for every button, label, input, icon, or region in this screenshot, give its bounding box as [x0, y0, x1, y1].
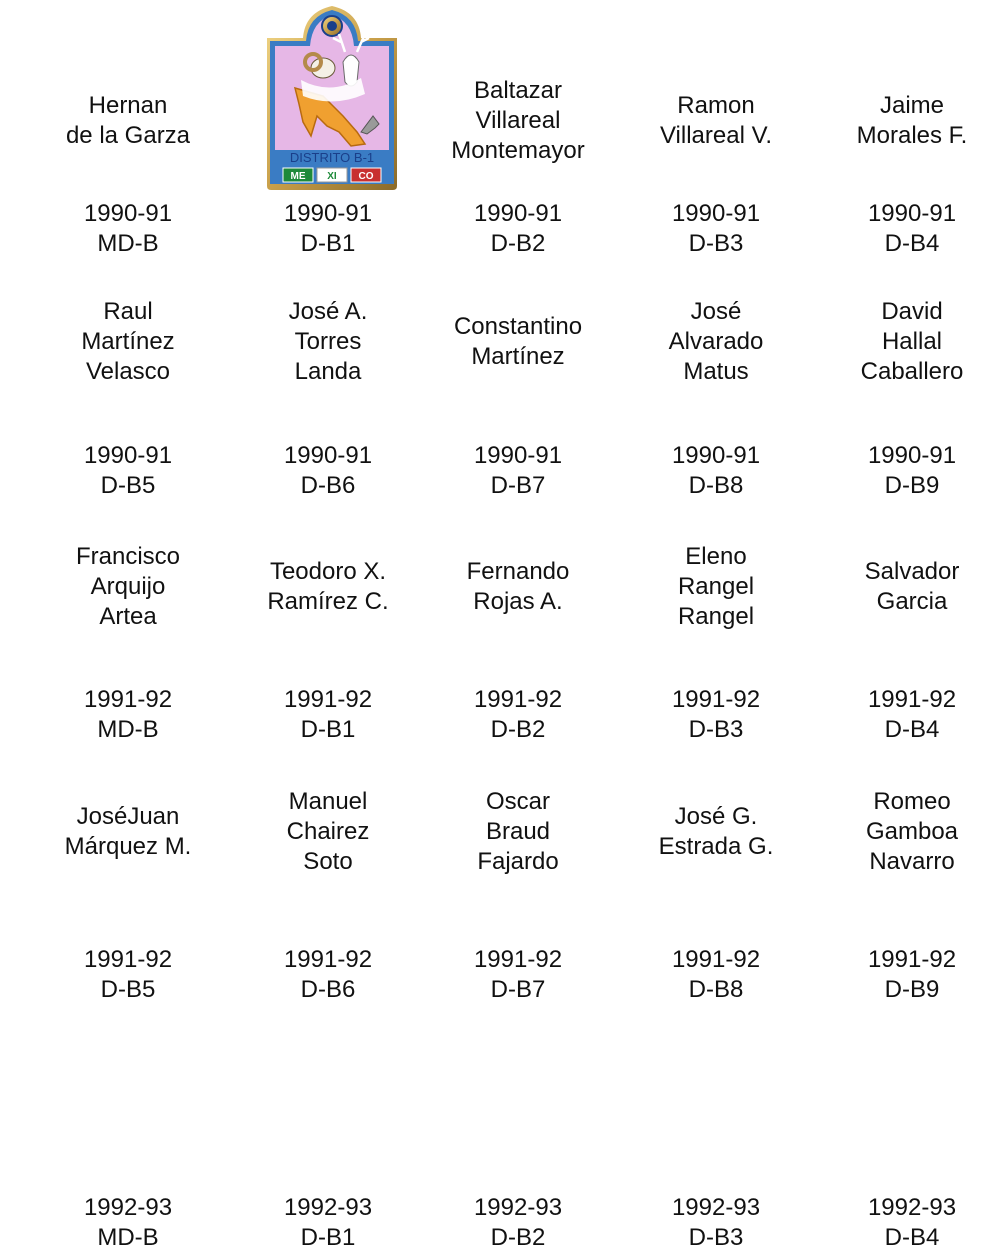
governor-name-line: Villareal V.: [659, 122, 773, 149]
district-code: D-B1: [300, 1224, 356, 1251]
governor-name-line: Ramon: [677, 92, 755, 119]
governor-name-line: JoséJuan: [76, 803, 180, 830]
term-info: [868, 945, 956, 1005]
governor-name-line: Martínez: [471, 343, 565, 370]
governor-name-line: José A.: [288, 298, 368, 325]
governor-name-line: Hallal: [881, 328, 943, 355]
term-info: [474, 685, 562, 745]
governor-name-line: Constantino: [453, 313, 583, 340]
term-info: [672, 685, 760, 745]
term-year: 1992-93: [671, 1194, 761, 1221]
term-year: 1990-91: [473, 200, 563, 227]
term-info: [474, 199, 562, 259]
governor-name-line: de la Garza: [65, 122, 191, 149]
district-code: MD-B: [97, 230, 159, 257]
term-info: [474, 441, 562, 501]
governor-name: [289, 297, 368, 387]
district-code: MD-B: [97, 1224, 159, 1251]
term-year: 1991-92: [671, 686, 761, 713]
governor-name-line: Márquez M.: [64, 833, 192, 860]
district-code: D-B3: [688, 230, 744, 257]
term-info: [284, 441, 372, 501]
governor-name-line: Salvador: [864, 558, 960, 585]
governor-name-line: Ramírez C.: [267, 588, 389, 615]
term-info: [84, 199, 172, 259]
governor-name-line: Montemayor: [451, 137, 585, 164]
pin-tile-xi: XI: [327, 171, 337, 182]
term-year: 1991-92: [867, 686, 957, 713]
district-code: MD-B: [97, 716, 159, 743]
term-info: [868, 1193, 956, 1253]
governor-name-line: Soto: [303, 848, 353, 875]
governor-name-line: Matus: [683, 358, 749, 385]
governor-name-line: Eleno: [685, 543, 747, 570]
governor-name-line: Jaime: [879, 92, 945, 119]
term-info: [672, 1193, 760, 1253]
term-year: 1990-91: [283, 200, 373, 227]
governor-name: [467, 557, 570, 617]
term-info: [284, 1193, 372, 1253]
district-code: D-B9: [884, 976, 940, 1003]
governor-name: [66, 91, 190, 151]
district-code: D-B8: [688, 472, 744, 499]
term-info: [284, 945, 372, 1005]
governor-name-line: Navarro: [869, 848, 955, 875]
term-info: [474, 945, 562, 1005]
district-code: D-B5: [100, 472, 156, 499]
governor-name-line: Francisco: [75, 543, 181, 570]
term-year: 1991-92: [867, 946, 957, 973]
term-info: [672, 945, 760, 1005]
governor-name-line: Morales F.: [856, 122, 968, 149]
governor-name-line: Fernando: [466, 558, 570, 585]
governor-name-line: Raul: [103, 298, 153, 325]
governor-name-line: Rojas A.: [473, 588, 563, 615]
district-code: D-B4: [884, 230, 940, 257]
governor-name: [861, 297, 964, 387]
governor-name-line: José G.: [674, 803, 758, 830]
term-year: 1991-92: [283, 946, 373, 973]
term-year: 1991-92: [83, 946, 173, 973]
governor-name-line: Oscar: [485, 788, 550, 815]
term-year: 1991-92: [283, 686, 373, 713]
term-year: 1990-91: [83, 200, 173, 227]
governor-name-line: Chairez: [286, 818, 370, 845]
term-year: 1991-92: [671, 946, 761, 973]
district-code: D-B3: [688, 1224, 744, 1251]
district-code: D-B5: [100, 976, 156, 1003]
governor-name-line: Martínez: [81, 328, 175, 355]
governor-name-line: Caballero: [860, 358, 964, 385]
term-info: [284, 199, 372, 259]
governor-name-line: Manuel: [288, 788, 368, 815]
district-code: D-B4: [884, 716, 940, 743]
governor-name-line: Braud: [485, 818, 551, 845]
term-info: [672, 441, 760, 501]
district-code: D-B4: [884, 1224, 940, 1251]
governor-name-line: Rangel: [677, 573, 755, 600]
term-info: [84, 685, 172, 745]
term-info: [84, 945, 172, 1005]
governor-name: [678, 542, 754, 632]
governor-name: [866, 787, 958, 877]
governor-name-line: Rangel: [677, 603, 755, 630]
district-code: D-B7: [490, 976, 546, 1003]
term-info: [284, 685, 372, 745]
district-code: D-B1: [300, 716, 356, 743]
governor-name: [660, 91, 772, 151]
district-code: D-B2: [490, 1224, 546, 1251]
governor-name: [76, 542, 180, 632]
district-code: D-B6: [300, 976, 356, 1003]
term-year: 1990-91: [83, 442, 173, 469]
pin-district-label: DISTRITO B-1: [289, 150, 375, 165]
governor-name-line: Romeo: [873, 788, 951, 815]
district-code: D-B3: [688, 716, 744, 743]
term-info: [672, 199, 760, 259]
term-year: 1991-92: [83, 686, 173, 713]
district-code: D-B9: [884, 472, 940, 499]
governor-name: [451, 76, 584, 166]
term-year: 1990-91: [283, 442, 373, 469]
term-year: 1990-91: [867, 442, 957, 469]
term-info: [84, 1193, 172, 1253]
governor-name: [454, 312, 582, 372]
governor-name-line: Estrada G.: [658, 833, 774, 860]
governor-name: [669, 297, 764, 387]
governor-name-line: Villareal: [475, 107, 561, 134]
governor-name-line: Hernan: [88, 92, 168, 119]
governor-name: [865, 557, 960, 617]
governor-name: [65, 802, 192, 862]
governor-name-line: Teodoro X.: [269, 558, 387, 585]
governor-name: [659, 802, 774, 862]
term-year: 1992-93: [473, 1194, 563, 1221]
governor-name-line: Arquijo: [90, 573, 166, 600]
term-info: [868, 441, 956, 501]
term-year: 1990-91: [473, 442, 563, 469]
term-year: 1991-92: [473, 686, 563, 713]
pin-tile-co: CO: [358, 171, 374, 182]
term-info: [84, 441, 172, 501]
district-code: D-B8: [688, 976, 744, 1003]
lions-pin-icon: [261, 4, 403, 192]
term-info: [868, 685, 956, 745]
term-info: [474, 1193, 562, 1253]
distrito-b1-pin-image: [261, 4, 403, 192]
term-info: [868, 199, 956, 259]
governor-name-line: Garcia: [876, 588, 948, 615]
governor-name: [81, 297, 174, 387]
term-year: 1991-92: [473, 946, 563, 973]
governor-name-line: David: [881, 298, 943, 325]
governor-name: [477, 787, 558, 877]
district-code: D-B1: [300, 230, 356, 257]
governor-name: [287, 787, 370, 877]
governor-name: [857, 91, 968, 151]
governor-name-line: Torres: [294, 328, 362, 355]
district-code: D-B2: [490, 716, 546, 743]
governor-name: [267, 557, 388, 617]
pin-tile-me: ME: [290, 171, 306, 182]
governor-name-line: José: [690, 298, 742, 325]
term-year: 1992-93: [867, 1194, 957, 1221]
district-code: D-B7: [490, 472, 546, 499]
term-year: 1990-91: [671, 442, 761, 469]
term-year: 1992-93: [83, 1194, 173, 1221]
governor-name-line: Baltazar: [473, 77, 563, 104]
term-year: 1990-91: [671, 200, 761, 227]
district-code: D-B6: [300, 472, 356, 499]
term-year: 1990-91: [867, 200, 957, 227]
governor-name-line: Velasco: [85, 358, 171, 385]
governor-name-line: Gamboa: [865, 818, 959, 845]
term-year: 1992-93: [283, 1194, 373, 1221]
governor-name-line: Fajardo: [477, 848, 559, 875]
governor-name-line: Artea: [99, 603, 157, 630]
district-code: D-B2: [490, 230, 546, 257]
governor-name-line: Alvarado: [668, 328, 764, 355]
governor-name-line: Landa: [294, 358, 362, 385]
